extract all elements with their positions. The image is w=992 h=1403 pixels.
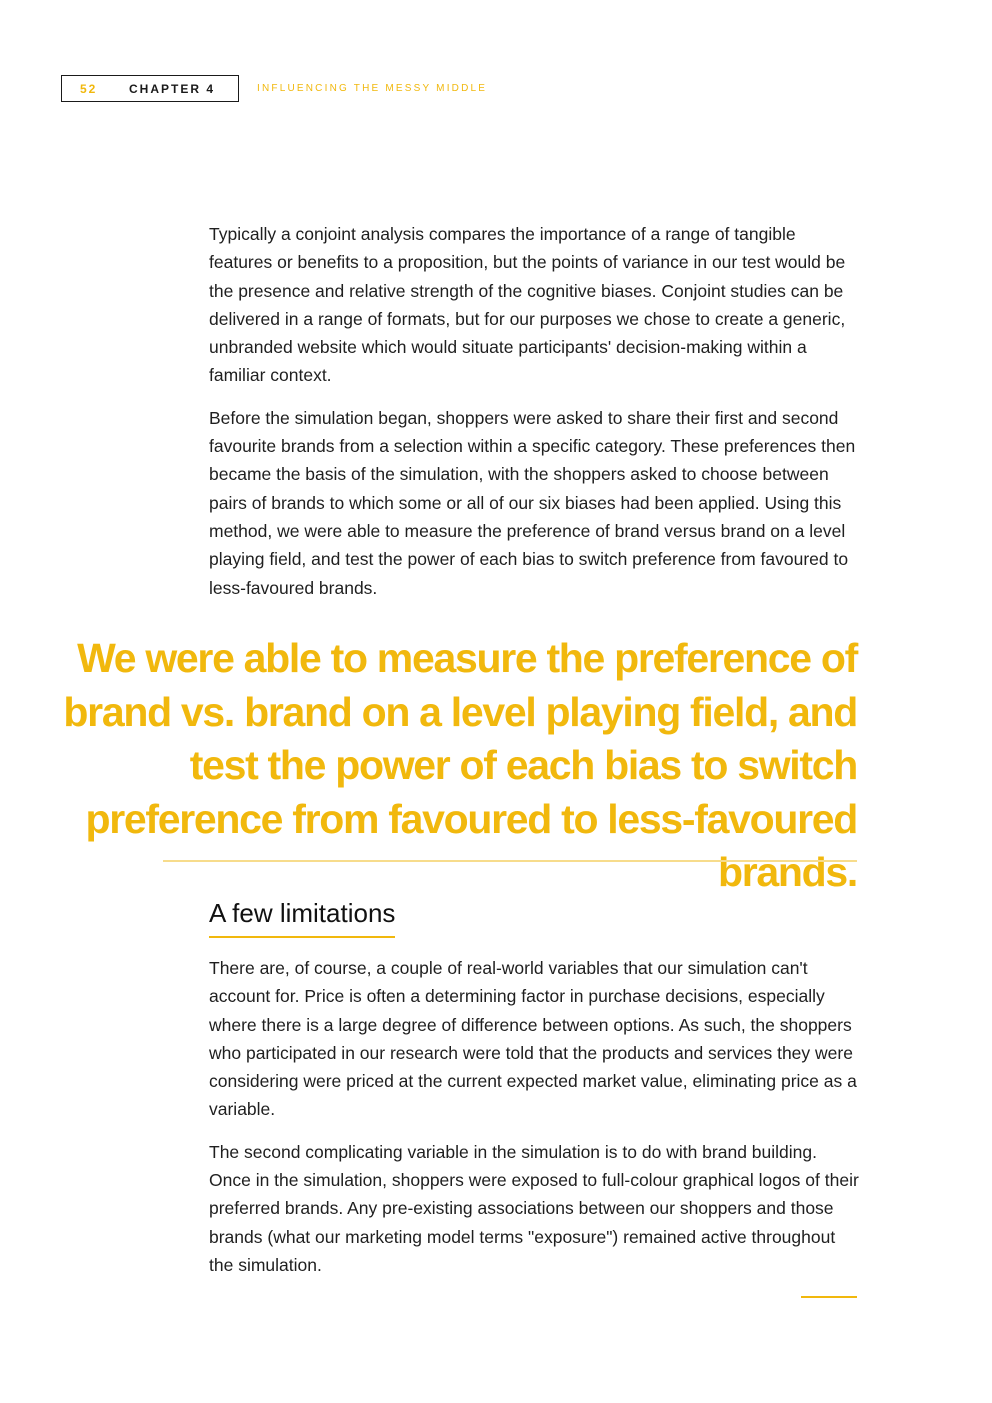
intro-section: [209, 220, 859, 602]
pull-quote: We were able to measure the preference of brand vs. brand on a level playing field, and test the power of each bias to switch preference from favoured to less-favoured brands.: [63, 635, 857, 895]
page-number: 52: [80, 82, 98, 96]
pull-quote-divider: [163, 860, 857, 862]
end-divider: [801, 1296, 857, 1298]
body-paragraph: There are, of course, a couple of real-world variables that our simulation can't account for. Price is often a determining factor in purchase decisions, especially where there is a large degree of difference between options. As such, the shoppers who participated in our research were told that the products and services they were considering were priced at the current expected market value, eliminating price as a variable.: [209, 958, 857, 1120]
running-title: INFLUENCING THE MESSY MIDDLE: [257, 83, 488, 94]
body-paragraph: Before the simulation began, shoppers were asked to share their first and second favourite brands from a selection within a specific category. These preferences then became the basis of the simulation, with the shoppers asked to choose between pairs of brands to which some or all of our six biases had been applied. Using this method, we were able to measure the preference of brand versus brand on a level playing field, and test the power of each bias to switch preference from favoured to less-favoured brands.: [209, 407, 856, 598]
chapter-label: CHAPTER 4: [129, 82, 216, 96]
limitations-section: [209, 954, 859, 1279]
body-paragraph: Typically a conjoint analysis compares the importance of a range of tangible features or benefits to a proposition, but the points of variance in our test would be the presence and relative strength of the cognitive biases. Conjoint studies can be delivered in a range of formats, but for our purposes we chose to create a generic, unbranded website which would situate participants' decision-making within a familiar context.: [209, 224, 846, 386]
body-paragraph: The second complicating variable in the simulation is to do with brand building. Once in the simulation, shoppers were exposed to full-colour graphical logos of their preferred brands. Any pre-existing associations between our shoppers and those brands (what our marketing model terms "exposure") remained active throughout the simulation.: [209, 1141, 859, 1275]
section-heading: A few limitations: [209, 896, 395, 938]
chapter-header-box: [61, 75, 239, 102]
